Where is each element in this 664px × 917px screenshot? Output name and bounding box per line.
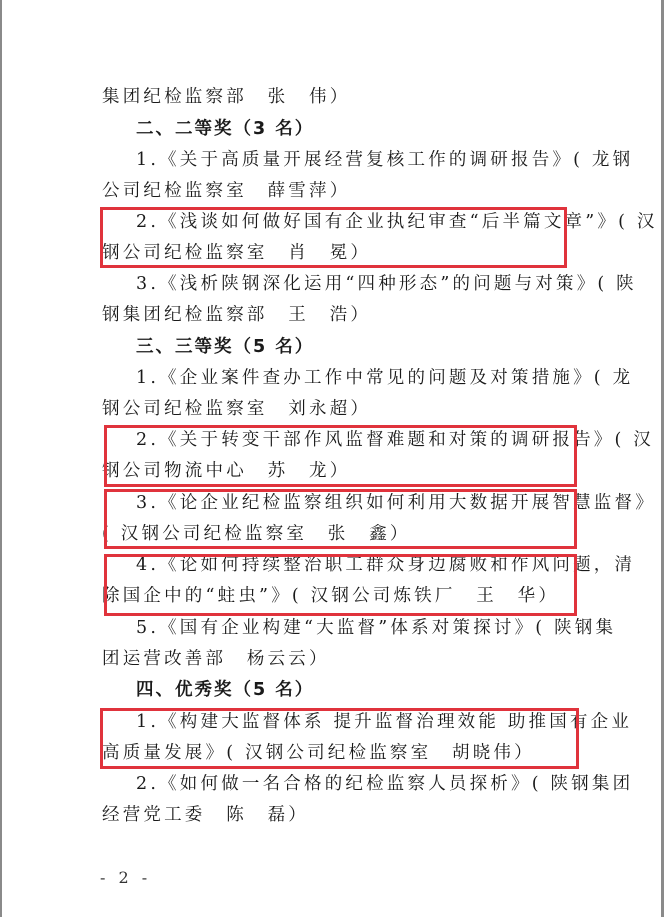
entry-third-4-line2: 除国企中的“蛀虫”》( 汉钢公司炼铁厂 王 华）	[102, 586, 560, 606]
entry-third-3-line2: ( 汉钢公司纪检监察室 张 鑫）	[102, 524, 411, 544]
entry-second-3-line1: 3.《浅析陕钢深化运用“四种形态”的问题与对策》( 陕	[136, 274, 637, 294]
entry-third-1-line2: 钢公司纪检监察室 刘永超）	[102, 399, 372, 419]
section-heading-second-prize: 二、二等奖（3 名）	[136, 119, 315, 139]
entry-third-5-line1: 5.《国有企业构建“大监督”体系对策探讨》( 陕钢集	[136, 618, 617, 638]
entry-excellence-1-line1: 1.《构建大监督体系 提升监督治理效能 助推国有企业	[136, 712, 633, 732]
entry-excellence-2-line1: 2.《如何做一名合格的纪检监察人员探析》( 陕钢集团	[136, 774, 634, 794]
page-number: - 2 -	[100, 868, 152, 887]
entry-second-1-line2: 公司纪检监察室 薛雪萍）	[102, 181, 351, 201]
entry-second-1-line1: 1.《关于高质量开展经营复核工作的调研报告》( 龙钢	[136, 150, 634, 170]
highlight-box	[104, 489, 577, 549]
entry-third-1-line1: 1.《企业案件查办工作中常见的问题及对策措施》( 龙	[136, 368, 634, 388]
section-heading-third-prize: 三、三等奖（5 名）	[136, 337, 315, 357]
entry-third-4-line1: 4.《论如何持续整治职工群众身边腐败和作风问题，清	[136, 555, 636, 575]
entry-excellence-2-line2: 经营党工委 陈 磊）	[102, 805, 309, 825]
page-left-edge	[0, 0, 2, 917]
entry-second-3-line2: 钢集团纪检监察部 王 浩）	[102, 305, 372, 325]
section-heading-excellence-prize: 四、优秀奖（5 名）	[136, 680, 315, 700]
entry-second-2-line2: 钢公司纪检监察室 肖 冕）	[102, 243, 372, 263]
highlight-box	[100, 207, 567, 268]
entry-third-2-line2: 钢公司物流中心 苏 龙）	[102, 461, 351, 481]
entry-third-3-line1: 3.《论企业纪检监察组织如何利用大数据开展智慧监督》	[136, 493, 656, 513]
highlight-box	[104, 425, 577, 487]
entry-second-2-line1: 2.《浅谈如何做好国有企业执纪审查“后半篇文章”》( 汉	[136, 212, 658, 232]
highlight-box	[100, 708, 579, 769]
entry-third-5-line2: 团运营改善部 杨云云）	[102, 649, 330, 669]
entry-excellence-1-line2: 高质量发展》( 汉钢公司纪检监察室 胡晓伟）	[102, 743, 535, 763]
highlight-box	[104, 554, 577, 616]
entry-third-2-line1: 2.《关于转变干部作风监督难题和对策的调研报告》( 汉	[136, 430, 654, 450]
text-line: 集团纪检监察部 张 伟）	[102, 87, 351, 107]
